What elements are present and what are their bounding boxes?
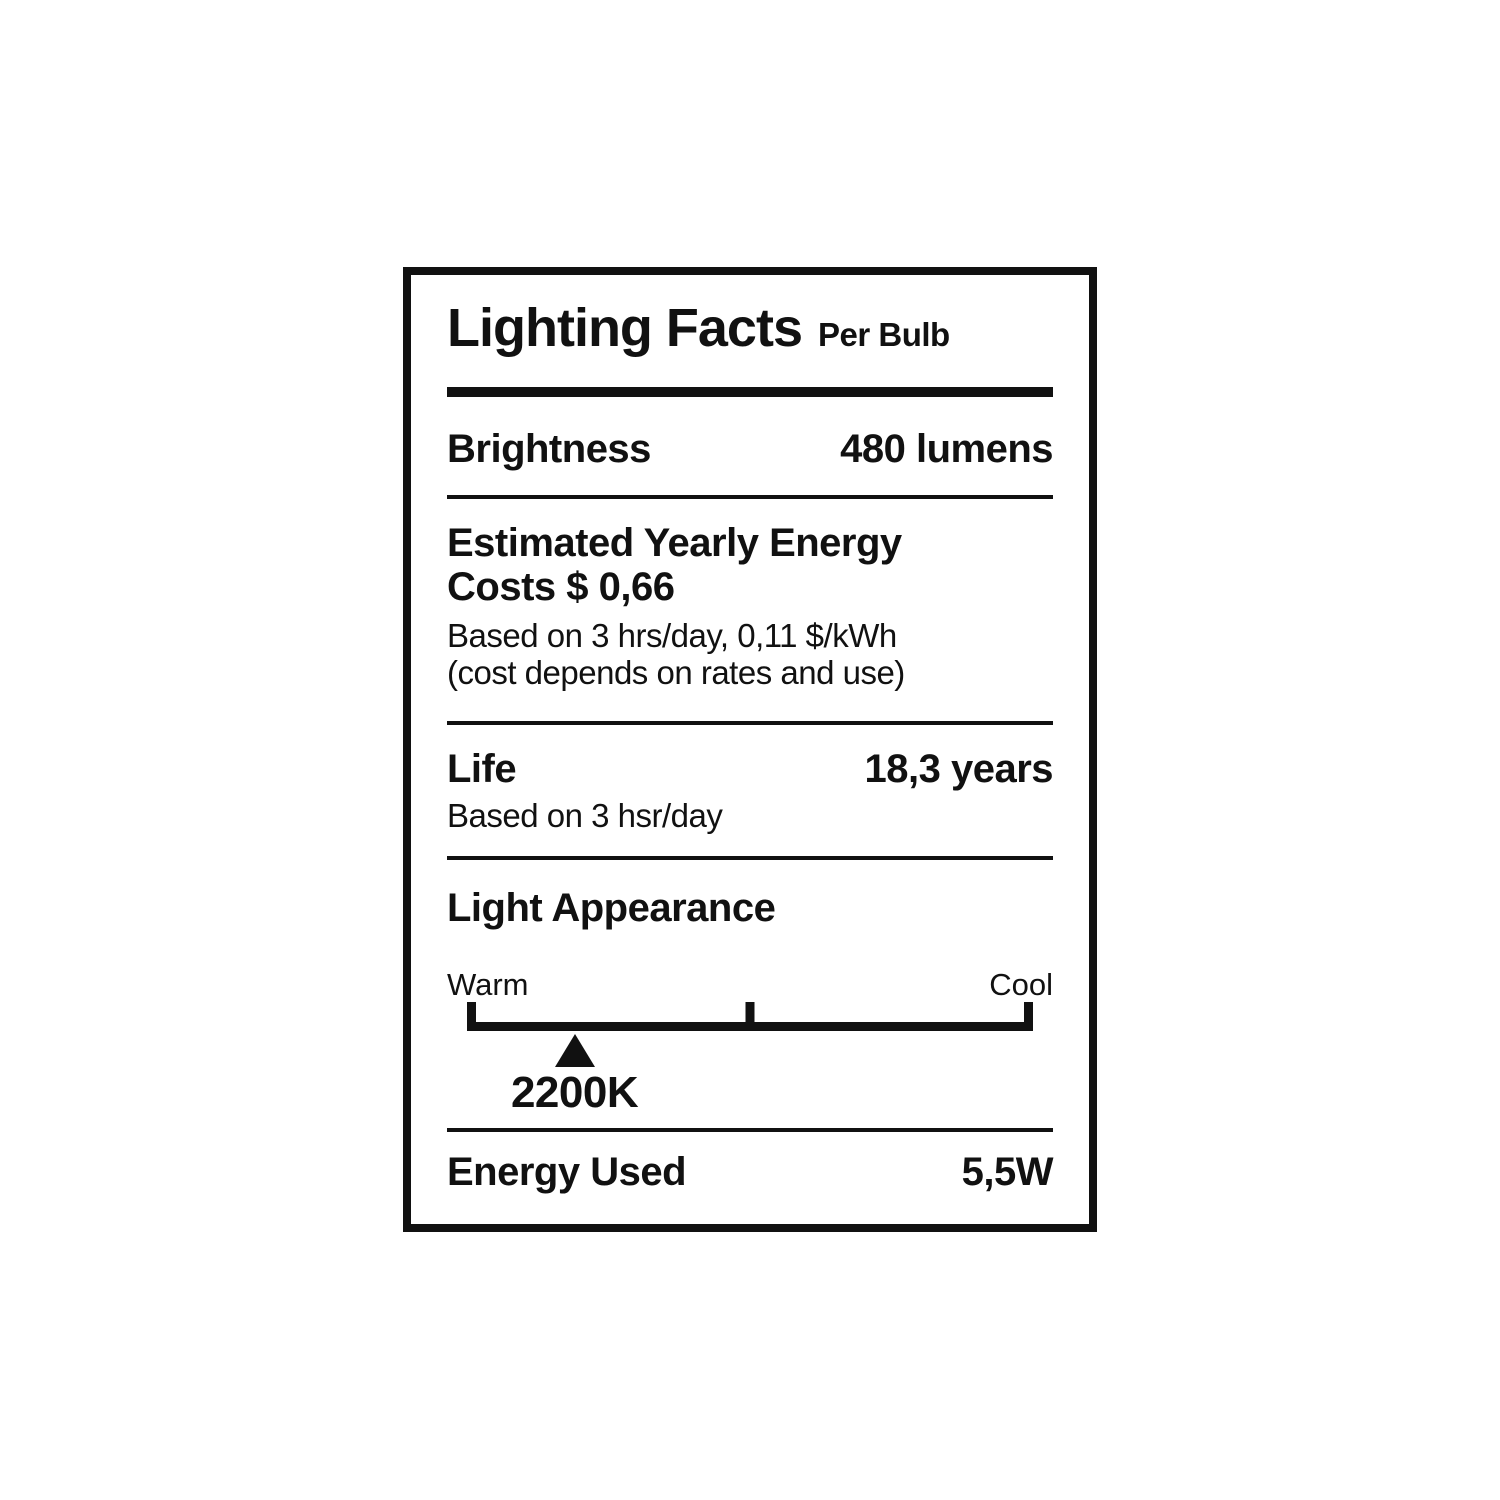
energy-costs-heading-line2: Costs $ 0,66: [447, 565, 675, 609]
energy-costs-section: [447, 521, 1053, 691]
energy-costs-heading-line1: Estimated Yearly Energy: [447, 521, 902, 565]
divider: [447, 721, 1053, 725]
light-appearance-heading: Light Appearance: [447, 886, 776, 930]
label-title-suffix: Per Bulb: [817, 316, 950, 353]
life-row: [447, 745, 1053, 793]
color-temperature-scale-labels: [447, 968, 1053, 1002]
scale-bar: [467, 1022, 1033, 1031]
brightness-row: [447, 425, 1053, 473]
energy-costs-note-line1: Based on 3 hrs/day, 0,11 $/kWh: [447, 617, 897, 654]
scale-cool-label: Cool: [989, 967, 1053, 1002]
life-label: Life: [447, 747, 517, 791]
temperature-marker-triangle-icon: [555, 1034, 595, 1067]
life-section: [447, 745, 1053, 834]
divider-thick: [447, 387, 1053, 397]
color-temperature-scale: [467, 1002, 1033, 1124]
lighting-facts-label: [403, 267, 1097, 1232]
energy-used-label: Energy Used: [447, 1150, 687, 1194]
color-temperature-value: 2200K: [510, 1068, 639, 1117]
label-title: Lighting Facts: [447, 298, 802, 358]
divider: [447, 495, 1053, 499]
brightness-label: Brightness: [447, 427, 651, 471]
energy-used-value: 5,5W: [961, 1150, 1053, 1194]
energy-used-row: [447, 1148, 1053, 1196]
divider: [447, 1128, 1053, 1132]
label-header: [447, 298, 1053, 358]
life-value: 18,3 years: [864, 747, 1053, 791]
brightness-value: 480 lumens: [840, 427, 1053, 471]
scale-left-tick: [467, 1002, 476, 1031]
energy-costs-note-line2: (cost depends on rates and use): [447, 654, 905, 691]
life-note: Based on 3 hsr/day: [447, 797, 723, 834]
scale-middle-tick: [746, 1002, 755, 1031]
scale-warm-label: Warm: [447, 967, 529, 1002]
scale-right-tick: [1024, 1002, 1033, 1031]
divider: [447, 856, 1053, 860]
